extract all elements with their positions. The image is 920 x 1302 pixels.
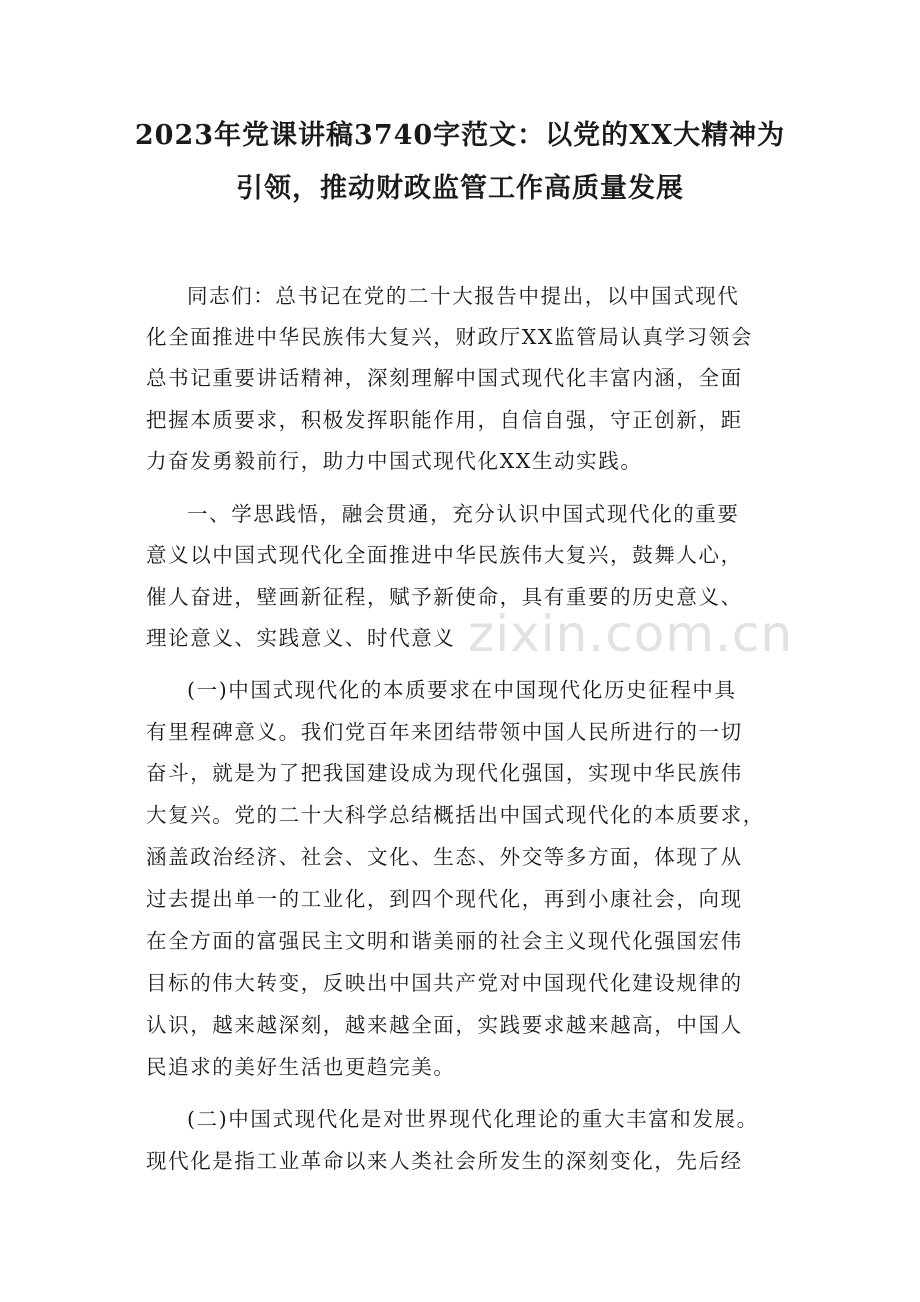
document-title-line-1: 2023年党课讲稿3740字范文：以党的XX大精神为 [134,120,786,151]
paragraph-1-line-1: 同志们：总书记在党的二十大报告中提出，以中国式现代 [187,284,740,308]
subsection-1-line-6: 过去提出单一的工业化，到四个现代化，再到小康社会，向现 [146,887,743,911]
watermark: zixin.com.cn [468,605,794,663]
subsection-2-line-2: 现代化是指工业革命以来人类社会所发生的深刻变化，先后经 [146,1149,743,1173]
section-1-line-3: 催人奋进，壁画新征程，赋予新使命，具有重要的历史意义、 [146,585,743,609]
subsection-1-line-1: (一)中国式现代化的本质要求在中国现代化历史征程中具 [187,678,737,702]
subsection-1-line-9: 认识，越来越深刻，越来越全面，实践要求越来越高，中国人 [146,1013,743,1037]
paragraph-1-line-4: 把握本质要求，积极发挥职能作用，自信自强，守正创新，距 [146,408,743,432]
section-1-line-1: 一、学思践悟，融会贯通，充分认识中国式现代化的重要 [187,502,740,526]
paragraph-1-line-5: 力奋发勇毅前行，助力中国式现代化XX生动实践。 [146,449,643,473]
subsection-1-line-8: 目标的伟大转变，反映出中国共产党对中国现代化建设规律的 [146,971,743,995]
subsection-1-line-5: 涵盖政治经济、社会、文化、生态、外交等多方面，体现了从 [146,845,743,869]
subsection-1-line-3: 奋斗，就是为了把我国建设成为现代化强国，实现中华民族伟 [146,761,743,785]
subsection-2-line-1: (二)中国式现代化是对世界现代化理论的重大丰富和发展。 [187,1107,759,1131]
document-title-line-2: 引领，推动财政监管工作高质量发展 [236,173,684,204]
subsection-1-line-2: 有里程碑意义。我们党百年来团结带领中国人民所进行的一切 [146,720,743,744]
subsection-1-line-10: 民追求的美好生活也更趋完美。 [146,1055,456,1079]
subsection-1-line-4: 大复兴。党的二十大科学总结概括出中国式现代化的本质要求， [146,803,765,827]
section-1-line-2: 意义以中国式现代化全面推进中华民族伟大复兴，鼓舞人心， [146,543,743,567]
subsection-1-line-7: 在全方面的富强民主文明和谐美丽的社会主义现代化强国宏伟 [146,929,743,953]
section-1-line-4: 理论意义、实践意义、时代意义 [146,626,456,650]
paragraph-1-line-2: 化全面推进中华民族伟大复兴，财政厅XX监管局认真学习领会 [146,325,753,349]
paragraph-1-line-3: 总书记重要讲话精神，深刻理解中国式现代化丰富内涵，全面 [146,366,743,390]
